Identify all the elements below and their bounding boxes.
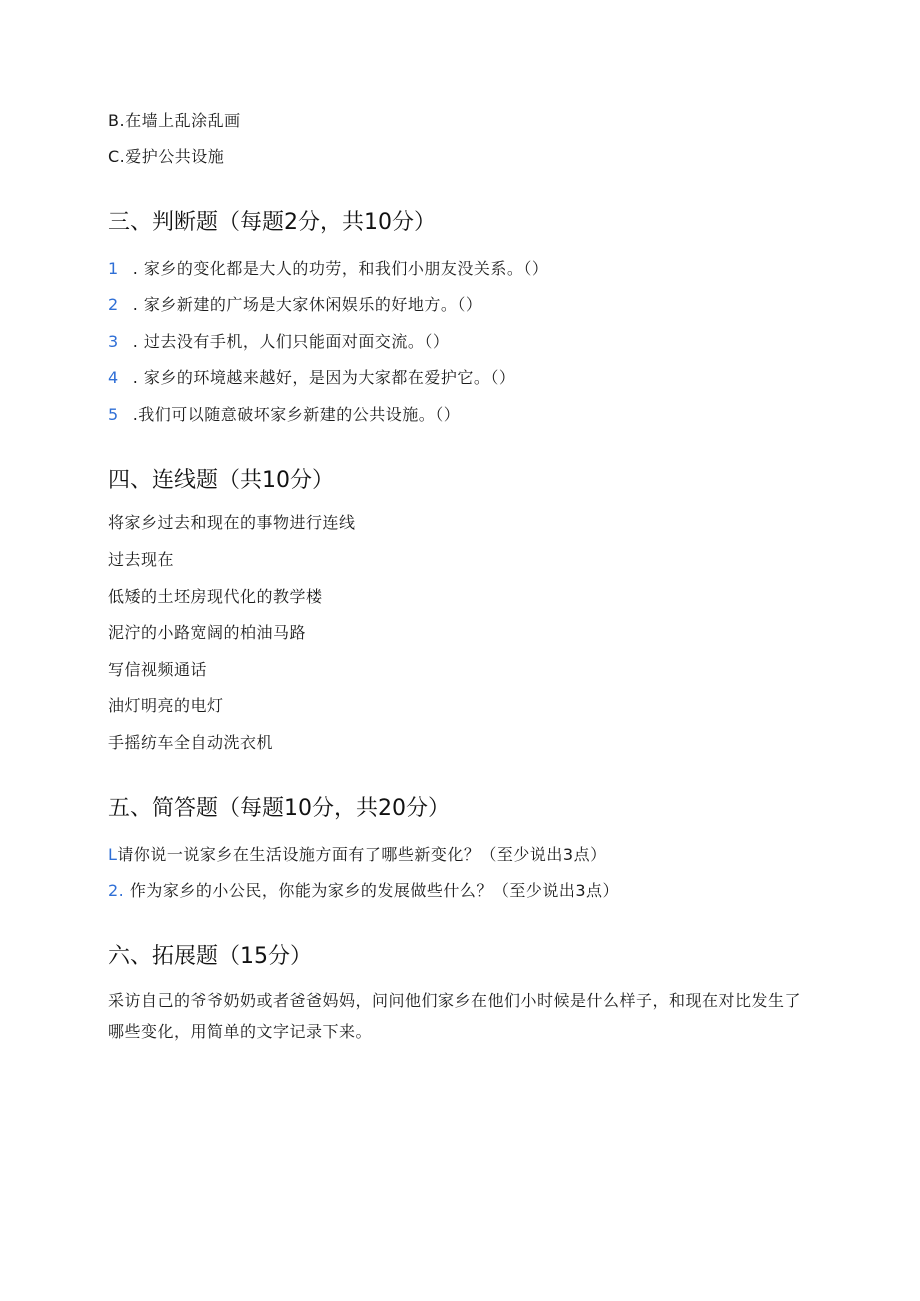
judge-item-1	[108, 258, 548, 280]
item-number: 1	[108, 259, 119, 278]
item-number: 2	[108, 295, 119, 314]
section-4-title: 四、连线题（共10分）	[108, 468, 334, 493]
item-text: .我们可以随意破坏家乡新建的公共设施。（）	[132, 405, 461, 424]
section-3-title: 三、判断题（每题2分，共10分）	[108, 210, 436, 235]
item-text: . 过去没有手机，人们只能面对面交流。（）	[132, 332, 450, 351]
item-text: . 家乡新建的广场是大家休闲娱乐的好地方。（）	[132, 295, 483, 314]
short-answer-item-1	[108, 844, 607, 866]
match-pair: 手摇纺车全自动洗衣机	[108, 733, 274, 752]
judge-item-5	[108, 404, 460, 426]
match-pair: 油灯明亮的电灯	[108, 696, 224, 715]
section-5-title: 五、简答题（每题10分，共20分）	[108, 796, 450, 821]
item-number: L	[108, 845, 118, 864]
judge-item-3	[108, 331, 449, 353]
item-number: 4	[108, 368, 119, 387]
match-pair: 低矮的土坯房现代化的教学楼	[108, 587, 323, 606]
short-answer-item-2	[108, 880, 619, 902]
section-6-title: 六、拓展题（15分）	[108, 944, 312, 969]
item-number: 5	[108, 405, 119, 424]
judge-item-2	[108, 294, 482, 316]
match-header: 过去现在	[108, 550, 175, 569]
extension-task-text: 采访自己的爷爷奶奶或者爸爸妈妈，问问他们家乡在他们小时候是什么样子，和现在对比发生了哪些变化，用简单的文字记录下来。	[108, 991, 802, 1041]
match-pair: 写信视频通话	[108, 660, 208, 679]
item-text: . 家乡的变化都是大人的功劳，和我们小朋友没关系。（）	[132, 259, 549, 278]
option-c: C.爱护公共设施	[108, 147, 225, 166]
match-pair: 泥泞的小路宽阔的柏油马路	[108, 623, 307, 642]
item-number: 2.	[108, 881, 125, 900]
match-instruction: 将家乡过去和现在的事物进行连线	[108, 513, 356, 532]
item-text: 请你说一说家乡在生活设施方面有了哪些新变化？（至少说出3点）	[117, 845, 607, 864]
item-text: . 家乡的环境越来越好，是因为大家都在爱护它。（）	[132, 368, 516, 387]
judge-item-4	[108, 367, 515, 389]
item-number: 3	[108, 332, 119, 351]
item-text: 作为家乡的小公民，你能为家乡的发展做些什么？（至少说出3点）	[124, 881, 620, 900]
option-b: B.在墙上乱涂乱画	[108, 111, 241, 130]
